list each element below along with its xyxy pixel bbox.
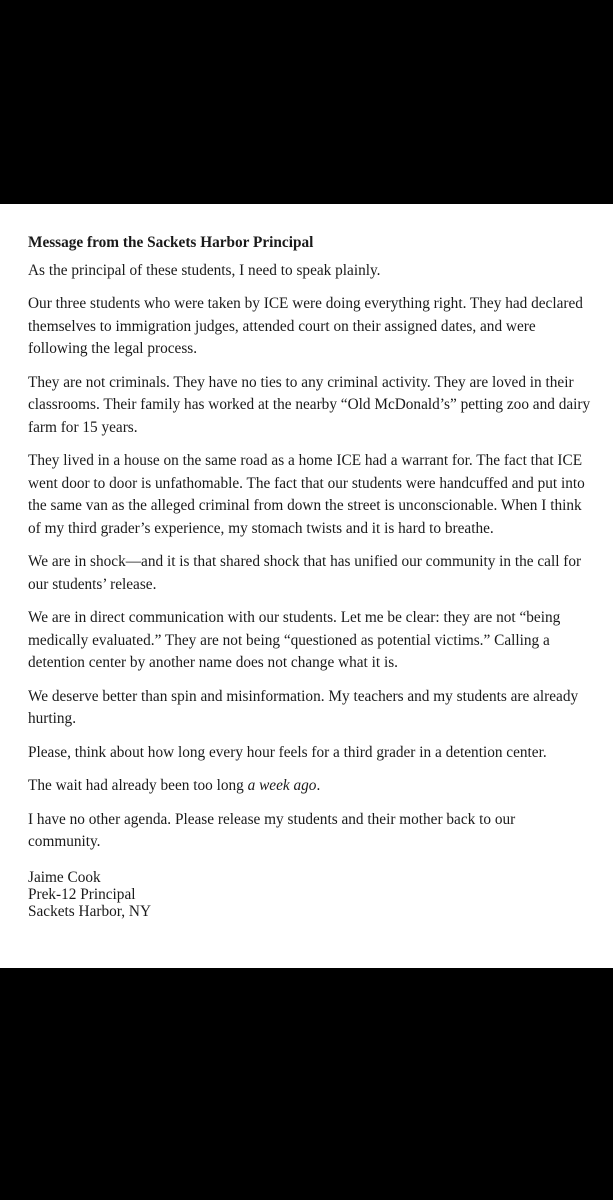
letter-paragraph-2: Our three students who were taken by ICE were doing everything right. They had declared themselves to immigration judges, attended court on their assigned dates, and were following the legal process. [28,295,583,357]
letter-paragraph-6: We are in direct communication with our students. Let me be clear: they are not “being medically evaluated.” They are not being “questioned as potential victims.” Calling a detention center by another name does not change what it is. [28,609,561,671]
wait-emphasis: a week ago [247,777,317,794]
letter-paragraph-5: We are in shock—and it is that shared shock that has unified our community in the call for our students’ release. [28,553,582,593]
bottom-black-band [0,968,613,1200]
letter-page [0,204,613,968]
letter-paragraph-wait [28,775,591,798]
signature-block [28,869,591,920]
signature-role: Prek-12 Principal [28,885,136,903]
wait-text: The wait had already been too long [28,777,248,794]
signature-name: Jaime Cook [28,868,101,886]
letter-title: Message from the Sackets Harbor Principal [28,234,314,251]
top-black-band [0,0,613,204]
letter-paragraph-4: They lived in a house on the same road as a home ICE had a warrant for. The fact that ICE went door to door is unfathomable. The fact that our students were handcuffed and put into the same van as the alleged criminal from down the street is unconscionable. When I think of my third grader’s experience, my stomach twists and it is hard to breathe. [28,452,585,537]
wait-end: . [316,777,321,794]
letter-paragraph-closing: I have no other agenda. Please release my students and their mother back to our community. [28,810,516,850]
letter-paragraph-1: As the principal of these students, I need to speak plainly. [28,261,381,279]
letter-paragraph-7: We deserve better than spin and misinformation. My teachers and my students are already hurting. [28,687,579,727]
signature-location: Sackets Harbor, NY [28,902,152,920]
letter-paragraph-8: Please, think about how long every hour feels for a third grader in a detention center. [28,743,547,761]
letter-paragraph-3: They are not criminals. They have no ties to any criminal activity. They are loved in their classrooms. Their family has worked at the nearby “Old McDonald’s” petting zoo and dairy farm for 15 years. [28,373,591,436]
